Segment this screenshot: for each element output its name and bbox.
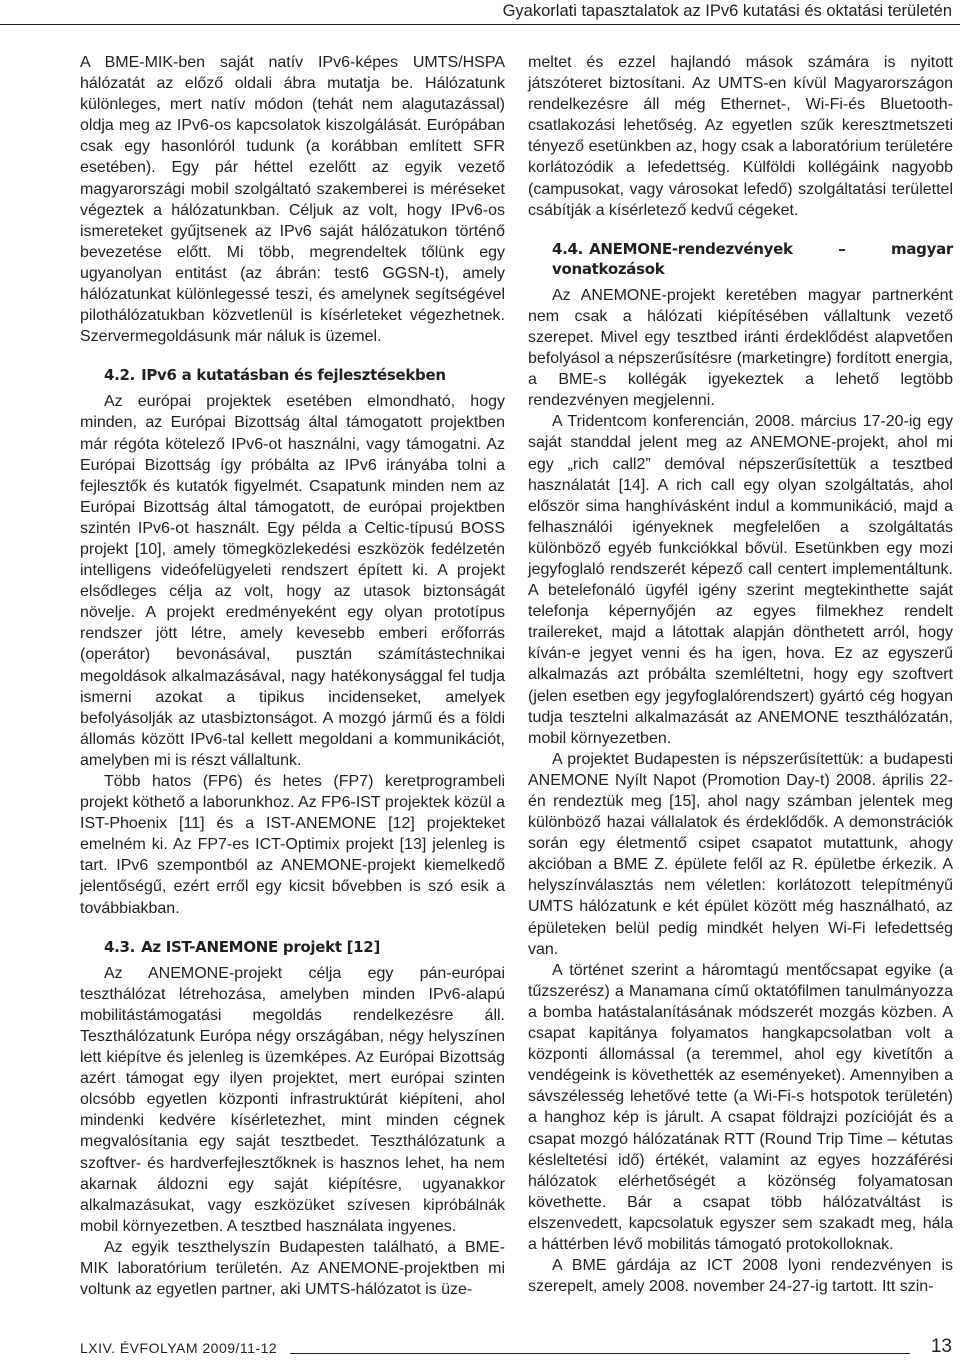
paragraph: Az európai projektek esetében elmondható, hogy minden, az Európai Bizottság által támogatott projektben már régóta kötelező IPv6-ot használni, vagy támogatni. Az Európai Bizottság így próbálta az IPv6 irányába tolni a fejlesztők és kutatók figyelmét. Csapatunk minden nem az Európai Bizottság által támogatott, de európai projektben szintén IPv6-ot használt. Egy példa a Celtic-típusú BOSS projekt [10], amely tömegközlekedési eszközök fedélzetén intelligens videófelügyeleti rendszert épített ki. A projekt elsődleges célja az volt, hogy az utasok biztonságát növelje. A projekt eredményeként egy olyan prototípus rendszer jött létre, amely kevesebb emberi erőforrás (operátor) bevonásával, pusztán számítástechnikai megoldások alkalmazásával, nagy hatékonysággal fel tudja ismerni azokat a tipikus incidenseket, amelyek befolyásolják az utasbiztonságot. A mozgó jármű és a földi állomás között IPv6-tal kellett megoldani a kommunikációt, amelyben mi is részt vállaltunk. <box>80 393 505 769</box>
running-header <box>0 0 960 30</box>
paragraph: Több hatos (FP6) és hetes (FP7) keretprogrambeli projekt köthető a laborunkhoz. Az FP6-IST projektek közül a IST-Phoenix [11] és a IST-ANEMONE [12] projekteket emelném ki. Az FP7-es ICT-Optimix projekt [13] jelenleg is tart. IPv6 szempontból az ANEMONE-projekt kiemelkedő jelentőségű, ezért erről egy kicsit bővebben is szó esik a továbbiakban. <box>80 773 505 917</box>
left-column <box>80 52 505 1300</box>
header-title: Gyakorlati tapasztalatok az IPv6 kutatási és oktatási területén <box>502 2 952 20</box>
paragraph: Az egyik teszthelyszín Budapesten található, a BME-MIK laboratórium területén. Az ANEMONE-projektben mi voltunk az egyetlen partner, aki UMTS-hálózatot is üze- <box>80 1238 505 1299</box>
paragraph: meltet és ezzel hajlandó mások számára is nyitott játszóteret biztosítani. Az UMTS-en kívül Magyarországon rendelkezésre áll még Ethernet-, Wi-Fi-és Bluetooth-csatlakozási lehetőség. Az egyetlen szűk keresztmetszeti tényező esetünkben az, hogy csak a laboratórium területére korlátozódik a lefedettség. Külföldi kollégáink nagyobb (campusokat, vagy városokat lefedő) szolgáltatási területtel csábítják a kísérletező kedvű cégeket. <box>528 54 953 219</box>
section-number: 4.2. <box>104 366 136 385</box>
paragraph: A BME gárdája az ICT 2008 lyoni rendezvényen is szerepelt, amely 2008. november 24-27-ig tartott. Itt szin- <box>528 1257 953 1296</box>
section-title: ANEMONE-rendezvények – magyar vonatkozások <box>552 239 953 278</box>
paragraph: Az ANEMONE-projekt keretében magyar partnerként nem csak a hálózati kiépítésében vállaltunk vezető szerepet. Mivel egy tesztbed iránti érdeklődést alapvetően befolyásol a népszerűsítésre (marketingre) fordított energia, a BME-s kollégák igyekeztek a lehető legtöbb rendezvényen megjelenni. <box>528 286 953 410</box>
section-number: 4.3. <box>104 937 136 956</box>
section-heading-4-2 <box>80 365 505 385</box>
header-rule <box>0 24 960 25</box>
section-heading-4-3 <box>80 937 505 957</box>
right-column <box>528 52 953 1297</box>
page-number: 13 <box>930 1336 952 1357</box>
paragraph: A Tridentcom konferencián, 2008. március 17-20-ig egy saját standdal jelent meg az ANEMONE-projekt, ahol mi egy „rich call2” demóval népszerűsítettük a tesztbed használatát [14]. A rich call egy olyan szolgáltatás, ahol először sima hanghívásként indul a kommunikáció, majd a felhasználói igényeknek megfelelően a szolgáltatás különböző egyéb funkciókkal bővül. Esetünkben egy mozi jegyfoglaló rendszerét képező call centert implementáltunk. A betelefonáló ügyfél igény szerint megtekinthette saját telefonja képernyőjén az egyes filmekhez rendelt trailereket, majd a látottak alapján dönthetett arról, hogy kíván-e jegyet venni és ha igen, hova. Ez az egyszerű alkalmazás azt próbálta szemléltetni, hogy egy szoftvert (jelen esetben egy jegyfoglalórendszert) gyártó cég hogyan tudja tesztelni alkalmazását az ANEMONE teszthálózatán, mobil környezetben. <box>528 413 953 747</box>
paragraph: Az ANEMONE-projekt célja egy pán-európai teszthálózat létrehozása, amelyben minden IPv6-alapú mobilitástámogatási megoldás rendelkezésre áll. Teszthálózatunk Európa négy országában, négy helyszínen lett kiépítve és jelenleg is üzemképes. Az Európai Bizottság azért támogat egy ilyen projektet, mert európai szinten olcsóbb egyetlen központi infrastruktúrát kiépíteni, ahol mindenki kedvére kísérletezhet, mint minden cégnek megvalósítania egy saját tesztbedet. Teszthálózatunk a szoftver- és hardverfejlesztőknek is hasznos lehet, ha nem akarnak áldozni egy saját kiépítésre, ugyanakkor alkalmazásukat, vagy eszközüket szívesen kipróbálnák mobil környezetben. A tesztbed használata ingyenes. <box>80 964 505 1235</box>
section-heading-4-4 <box>528 239 953 279</box>
section-title: Az IST-ANEMONE projekt [12] <box>141 937 380 956</box>
paragraph: A BME-MIK-ben saját natív IPv6-képes UMTS/HSPA hálózatát az előző oldali ábra mutatja be. Hálózatunk különleges, mert natív módon (tehát nem alagutazással) oldja meg az IPv6-os kapcsolatok kiszolgálását. Európában csak egy hasonlóról tudunk (a korábban említett SFR esetében). Egy pár héttel ezelőtt az egyik vezető magyarországi mobil szolgáltató szakemberei is méréseket végeztek a hálózatunkban. Céljuk az volt, hogy IPv6-os ismereteket gyűjtsenek az IPv6 saját hálózatukon történő bevezetése előtt. Mi több, megrendeltek tőlünk egy ugyanolyan entitást (az ábrán: test6 GGSN-t), amely hálózatunkat különlegessé teszi, és amelynek segítségével pilothálózatukban közvetlenül is kísérleteket végezhetnek. Szervermegoldásunk már náluk is üzemel. <box>80 54 505 346</box>
paragraph: A projektet Budapesten is népszerűsítettük: a budapesti ANEMONE Nyílt Napot (Promotion Day-t) 2008. április 22-én rendeztük meg [15], ahol nagy számban jelentek meg különböző hazai vállalatok és érdeklődők. A demonstrációk során egy életmentő csipet csapatot mutattunk, ahogy akcióban a BME Z. épülete felől az R. épületbe érkezik. A helyszínválasztás nem véletlen: korlátozott telepítményű UMTS hálózatunk e két épület között még használható, az épületeken belül pedig mindkét helyen Wi-Fi lefedettség van. <box>528 750 953 958</box>
section-number: 4.4. <box>552 239 584 258</box>
volume-label: LXIV. ÉVFOLYAM 2009/11-12 <box>80 1340 278 1356</box>
paragraph: A történet szerint a háromtagú mentőcsapat egyike (a tűzszerész) a Manamana című oktatófilmen tanulmányozza a bomba hatástalanításának módszerét mozgás közben. A csapat kapitánya folyamatos hangkapcsolatban volt a központi állomással (a teremmel, ahol egy kivetítőn a vendégeink is követhették az eseményeket). Amennyiben a sávszélesség lehetővé tette (a Wi-Fi-s hotspotok területén) a hanghoz kép is járult. A csapat földrajzi pozícióját és a csapat mozgó hálózatának RTT (Round Trip Time – kétutas késleltetési idő) értékét, valamint az egyes hozzáférési hálózatok elérhetőségét a közönség folyamatosan követhette. Bár a csapat több hálózatváltást is elszenvedett, kapcsolatuk egyszer sem szakadt meg, hála a háttérben lévő mobilitás támogató protokolloknak. <box>528 961 953 1253</box>
footer-rule <box>290 1353 910 1354</box>
page-footer <box>0 1338 960 1363</box>
section-title: IPv6 a kutatásban és fejlesztésekben <box>141 366 446 385</box>
